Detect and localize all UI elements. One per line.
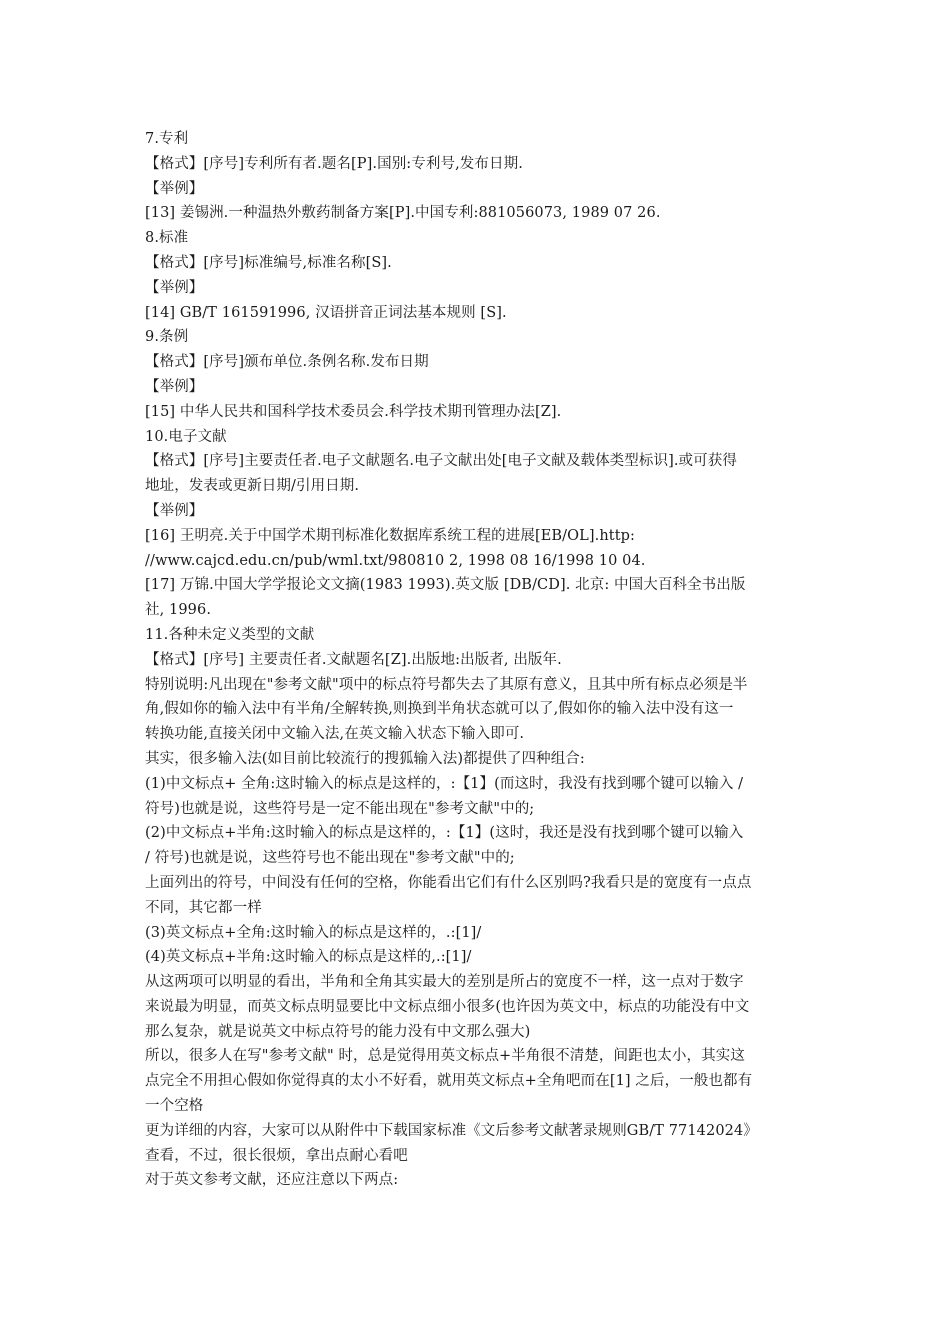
- body-paragraph: 点完全不用担心假如你觉得真的太小不好看，就用英文标点+全角吧而在[1] 之后，一般也都有: [145, 1073, 753, 1090]
- heading-electronic: 10.电子文献: [145, 428, 227, 445]
- example-label: 【举例】: [145, 180, 204, 197]
- reference-16: [16] 王明亮.关于中国学术期刊标准化数据库系统工程的进展[EB/OL].http:: [145, 527, 636, 544]
- note-paragraph: 特别说明:凡出现在"参考文献"项中的标点符号都失去了其原有意义，且其中所有标点必须是半: [145, 676, 748, 693]
- combo-1: (1)中文标点+ 全角:这时输入的标点是这样的，:【1】(而这时，我没有找到哪个键可以输入 /: [145, 775, 744, 792]
- reference-15: [15] 中华人民共和国科学技术委员会.科学技术期刊管理办法[Z].: [145, 403, 562, 420]
- format-undefined: 【格式】[序号] 主要责任者.文献题名[Z].出版地:出版者, 出版年.: [145, 651, 562, 668]
- body-paragraph: 从这两项可以明显的看出，半角和全角其实最大的差别是所占的宽度不一样，这一点对于数字: [145, 974, 744, 991]
- body-paragraph: 查看，不过，很长很烦，拿出点耐心看吧: [145, 1147, 408, 1164]
- example-label: 【举例】: [145, 378, 204, 395]
- note-paragraph: 角,假如你的输入法中有半角/全解转换,则换到半角状态就可以了,假如你的输入法中没有这一: [145, 701, 734, 718]
- combo-1-cont: 符号)也就是说，这些符号是一定不能出现在"参考文献"中的;: [145, 800, 535, 817]
- body-paragraph: 不同，其它都一样: [145, 899, 262, 916]
- reference-17-cont: 社, 1996.: [145, 602, 212, 619]
- format-regulation: 【格式】[序号]颁布单位.条例名称.发布日期: [145, 354, 429, 371]
- reference-13: [13] 姜锡洲.一种温热外敷药制备方案[P].中国专利:881056073, 1989 07 26.: [145, 205, 661, 222]
- body-paragraph: 其实，很多输入法(如目前比较流行的搜狐输入法)都提供了四种组合:: [145, 750, 585, 767]
- heading-regulation: 9.条例: [145, 329, 189, 346]
- body-paragraph: 上面列出的符号，中间没有任何的空格，你能看出它们有什么区别吗?我看只是的宽度有一点点: [145, 874, 752, 891]
- heading-standard: 8.标准: [145, 230, 189, 247]
- body-paragraph: 一个空格: [145, 1098, 204, 1115]
- heading-patent: 7.专利: [145, 131, 189, 147]
- note-paragraph: 转换功能,直接关闭中文输入法,在英文输入状态下输入即可.: [145, 726, 525, 743]
- body-paragraph: 对于英文参考文献，还应注意以下两点:: [145, 1172, 399, 1189]
- format-electronic-cont: 地址，发表或更新日期/引用日期.: [145, 478, 360, 495]
- format-standard: 【格式】[序号]标准编号,标准名称[S].: [145, 254, 392, 271]
- combo-2: (2)中文标点+半角:这时输入的标点是这样的，:【1】(这时，我还是没有找到哪个键可以输入: [145, 825, 744, 842]
- format-electronic: 【格式】[序号]主要责任者.电子文献题名.电子文献出处[电子文献及载体类型标识].或可获得: [145, 453, 737, 470]
- body-paragraph: 所以，很多人在写"参考文献" 时，总是觉得用英文标点+半角很不清楚，间距也太小，其实这: [145, 1048, 745, 1065]
- body-paragraph: 更为详细的内容，大家可以从附件中下载国家标准《文后参考文献著录规则GB/T 77142024》: [145, 1122, 758, 1139]
- body-paragraph: 那么复杂，就是说英文中标点符号的能力没有中文那么强大): [145, 1023, 531, 1040]
- reference-16-cont: //www.cajcd.edu.cn/pub/wml.txt/980810 2, 1998 08 16/1998 10 04.: [145, 552, 646, 569]
- reference-17: [17] 万锦.中国大学学报论文文摘(1983 1993).英文版 [DB/CD]. 北京: 中国大百科全书出版: [145, 577, 746, 594]
- heading-undefined: 11.各种未定义类型的文献: [145, 626, 315, 643]
- document-body: [145, 127, 810, 1193]
- format-patent: 【格式】[序号]专利所有者.题名[P].国别:专利号,发布日期.: [145, 155, 523, 172]
- example-label: 【举例】: [145, 502, 204, 519]
- example-label: 【举例】: [145, 279, 204, 296]
- combo-4: (4)英文标点+半角:这时输入的标点是这样的,.:[1]/: [145, 949, 472, 966]
- reference-14: [14] GB/T 161591996, 汉语拼音正词法基本规则 [S].: [145, 304, 507, 321]
- combo-3: (3)英文标点+全角:这时输入的标点是这样的，.:[1]/: [145, 924, 482, 941]
- combo-2-cont: / 符号)也就是说，这些符号也不能出现在"参考文献"中的;: [145, 850, 515, 867]
- body-paragraph: 来说最为明显，而英文标点明显要比中文标点细小很多(也许因为英文中，标点的功能没有中文: [145, 998, 750, 1015]
